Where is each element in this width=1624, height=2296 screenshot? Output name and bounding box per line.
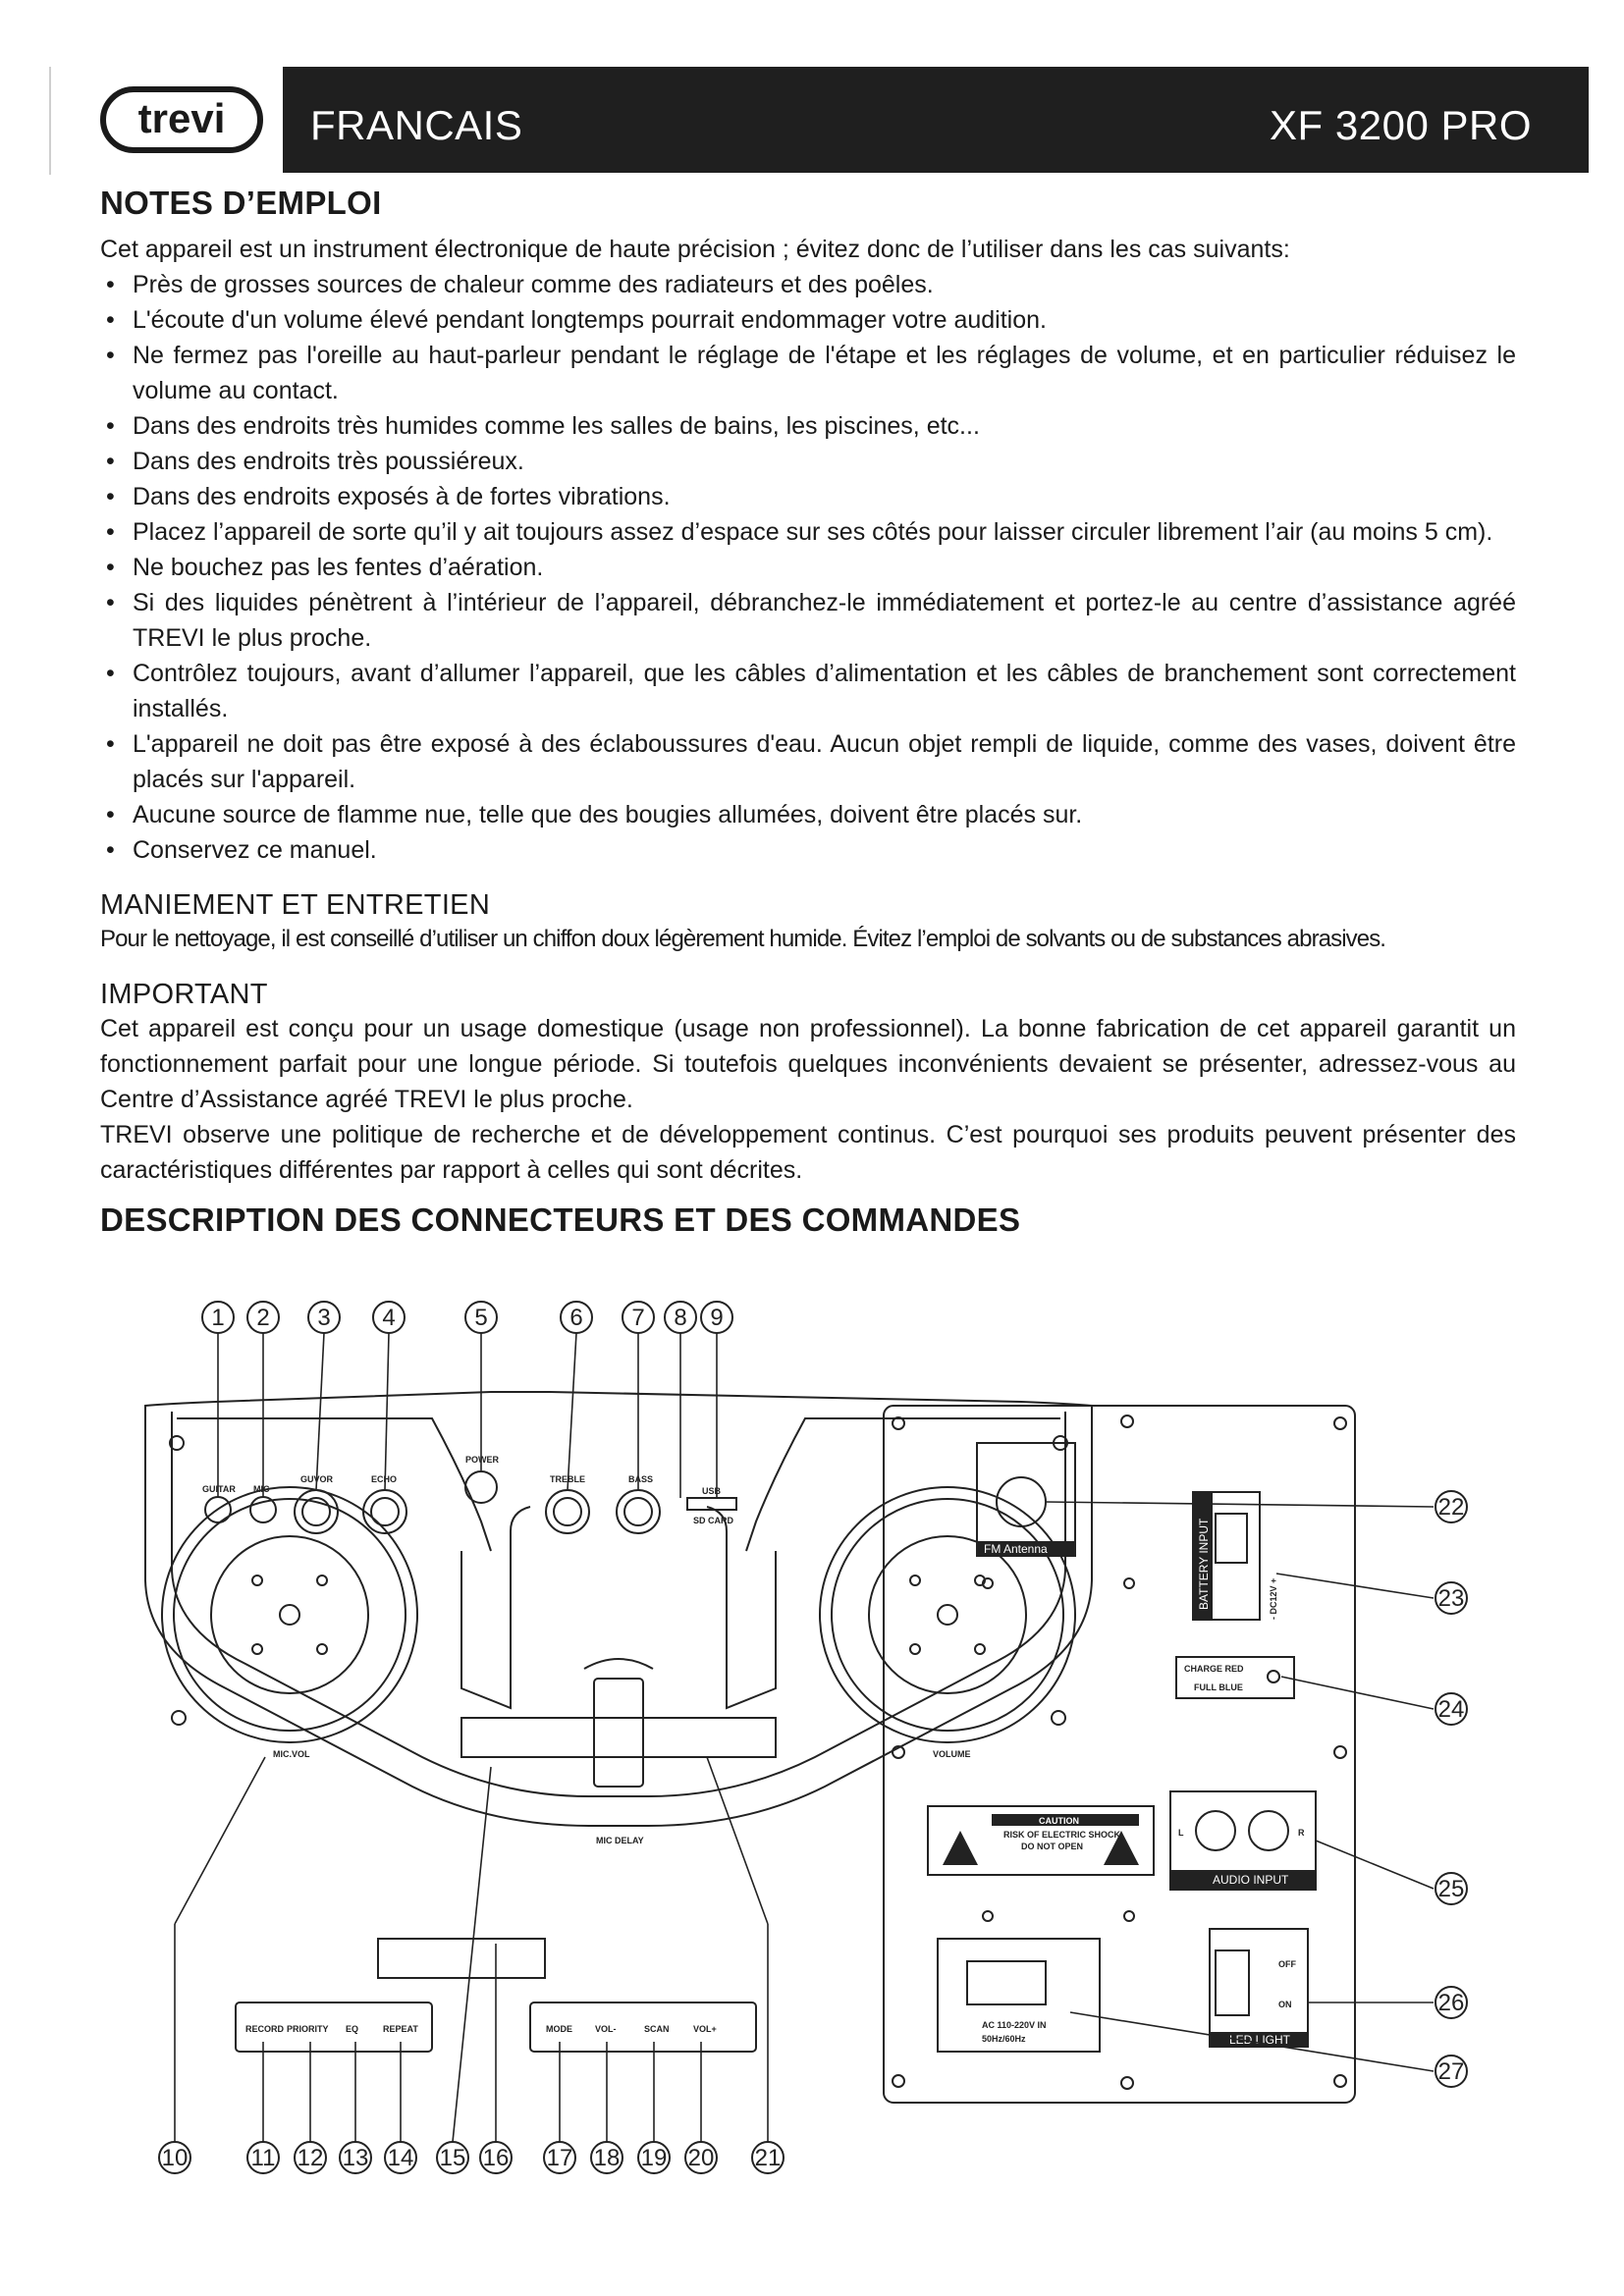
usb-label: USB xyxy=(702,1486,722,1496)
trevi-logo-icon xyxy=(100,86,263,153)
mic-vol-label: MIC.VOL xyxy=(273,1749,310,1759)
svg-text:4: 4 xyxy=(382,1305,396,1331)
power-switch xyxy=(1216,1950,1249,2015)
list-item: • Dans des endroits très humides comme les salles de bains, les piscines, etc... xyxy=(100,408,1516,444)
svg-text:11: 11 xyxy=(250,2145,276,2171)
left-channel-label: L xyxy=(1178,1828,1184,1838)
list-item: • Conservez ce manuel. xyxy=(100,832,1516,868)
led-light-label: LED LIGHT xyxy=(1229,2033,1291,2047)
list-item: • Placez l’appareil de sorte qu’il y ait toujours assez d’espace sur ses côtés pour laisser circuler librement l’air (au moins 5 cm). xyxy=(100,514,1516,550)
right-channel-label: R xyxy=(1298,1828,1305,1838)
on-label: ON xyxy=(1278,2000,1292,2009)
audio-input-left xyxy=(1196,1811,1235,1850)
svg-text:27: 27 xyxy=(1437,2058,1465,2085)
svg-text:25: 25 xyxy=(1437,1876,1465,1902)
play-label: SCAN xyxy=(644,2024,670,2034)
notes-intro: Cet appareil est un instrument électronique de haute précision ; évitez donc de l’utiliser dans les cas suivants: xyxy=(100,236,1290,263)
fm-antenna-connector xyxy=(997,1477,1046,1526)
svg-text:22: 22 xyxy=(1437,1494,1465,1521)
svg-text:trevi: trevi xyxy=(137,95,226,141)
list-item: • Dans des endroits exposés à de fortes vibrations. xyxy=(100,479,1516,514)
svg-text:19: 19 xyxy=(640,2145,668,2171)
list-item: • Contrôlez toujours, avant d’allumer l’appareil, que les câbles d’alimentation et les câbles de branchement sont correctement installés. xyxy=(100,656,1516,726)
svg-text:6: 6 xyxy=(569,1305,583,1331)
language-label: FRANCAIS xyxy=(310,102,523,148)
callout-2 xyxy=(247,1302,279,1333)
callout-26 xyxy=(1435,1987,1467,2018)
margin-rule xyxy=(49,67,51,175)
power-switch-plate xyxy=(1210,1929,1308,2047)
ac-input-line1: AC 110-220V IN xyxy=(982,2020,1047,2030)
notes-list xyxy=(100,267,1516,868)
callout-10 xyxy=(159,2142,190,2173)
svg-text:8: 8 xyxy=(674,1305,687,1331)
svg-text:14: 14 xyxy=(387,2145,414,2171)
callout-14 xyxy=(385,2142,416,2173)
svg-text:13: 13 xyxy=(342,2145,369,2171)
fm-antenna-plate xyxy=(977,1443,1075,1556)
power-button xyxy=(465,1471,497,1503)
svg-text:23: 23 xyxy=(1437,1585,1465,1612)
treble-knob xyxy=(546,1490,589,1533)
guitar-label: GUITAR xyxy=(202,1484,236,1494)
callout-13 xyxy=(340,2142,371,2173)
page-header xyxy=(94,67,1589,173)
guvor-label: GUVOR xyxy=(300,1474,334,1484)
svg-text:12: 12 xyxy=(297,2145,324,2171)
brand-logo xyxy=(94,67,283,173)
callout-6 xyxy=(561,1302,592,1333)
callout-9 xyxy=(701,1302,732,1333)
list-item: • Ne bouchez pas les fentes d’aération. xyxy=(100,550,1516,585)
guvor-knob xyxy=(295,1490,338,1533)
callout-21 xyxy=(752,2142,784,2173)
important-title: IMPORTANT xyxy=(100,979,268,1010)
list-item: • Dans des endroits très poussiéreux. xyxy=(100,444,1516,479)
main-content xyxy=(100,179,1516,1239)
mic-jack xyxy=(250,1497,276,1522)
callout-19 xyxy=(638,2142,670,2173)
right-speaker-outer xyxy=(820,1487,1075,1742)
eq-label: EQ xyxy=(346,2024,359,2034)
description-title: DESCRIPTION DES CONNECTEURS ET DES COMMANDES xyxy=(100,1201,1021,1238)
caution-label: CAUTION xyxy=(1039,1816,1079,1826)
header-bar xyxy=(283,67,1589,173)
svg-text:7: 7 xyxy=(631,1305,645,1331)
callout-3 xyxy=(308,1302,340,1333)
risk-label: RISK OF ELECTRIC SHOCK xyxy=(1003,1830,1121,1840)
front-panel-outline xyxy=(145,1392,1092,1826)
volume-label: VOLUME xyxy=(933,1749,971,1759)
list-item: • L'écoute d'un volume élevé pendant longtemps pourrait endommager votre audition. xyxy=(100,302,1516,338)
sd-card-label: SD CARD xyxy=(693,1516,734,1525)
svg-text:18: 18 xyxy=(593,2145,621,2171)
do-not-open-label: DO NOT OPEN xyxy=(1021,1842,1084,1851)
battery-input-label: BATTERY INPUT xyxy=(1197,1518,1211,1610)
svg-text:21: 21 xyxy=(754,2145,782,2171)
notes-title: NOTES D’EMPLOI xyxy=(100,185,382,221)
callout-7 xyxy=(623,1302,654,1333)
ac-input-line2: 50Hz/60Hz xyxy=(982,2034,1026,2044)
callout-27 xyxy=(1435,2056,1467,2087)
mic-delay-label: MIC DELAY xyxy=(596,1836,644,1845)
bass-label: BASS xyxy=(628,1474,654,1484)
audio-input-label: AUDIO INPUT xyxy=(1213,1873,1289,1887)
callout-25 xyxy=(1435,1873,1467,1904)
callout-22 xyxy=(1435,1491,1467,1522)
svg-text:9: 9 xyxy=(710,1305,724,1331)
important-paragraph-2: TREVI observe une politique de recherche et de développement continus. C’est pourquoi ses produits peuvent présenter des caractéristiques différentes par rapport à celles qui sont décrites. xyxy=(100,1121,1516,1184)
svg-text:15: 15 xyxy=(439,2145,466,2171)
list-item: • Ne fermez pas l'oreille au haut-parleur pendant le réglage de l'étape et les réglages de volume, et en particulier réduisez le volume au contact. xyxy=(100,338,1516,408)
svg-text:26: 26 xyxy=(1437,1990,1465,2016)
svg-text:10: 10 xyxy=(161,2145,189,2171)
record-label: RECORD xyxy=(245,2024,285,2034)
left-speaker-cone xyxy=(211,1536,368,1693)
list-item: • Aucune source de flamme nue, telle que des bougies allumées, doivent être placés sur. xyxy=(100,797,1516,832)
left-speaker-outer xyxy=(162,1487,417,1742)
svg-text:2: 2 xyxy=(256,1305,270,1331)
off-label: OFF xyxy=(1278,1959,1296,1969)
svg-text:16: 16 xyxy=(482,2145,510,2171)
repeat-label: REPEAT xyxy=(383,2024,418,2034)
callout-1 xyxy=(202,1302,234,1333)
callout-16 xyxy=(480,2142,512,2173)
right-speaker-cone xyxy=(869,1536,1026,1693)
model-label: XF 3200 PRO xyxy=(1270,102,1532,148)
echo-label: ECHO xyxy=(371,1474,398,1484)
callout-12 xyxy=(295,2142,326,2173)
svg-text:5: 5 xyxy=(474,1305,488,1331)
power-label: POWER xyxy=(465,1455,500,1465)
callout-5 xyxy=(465,1302,497,1333)
callout-17 xyxy=(544,2142,575,2173)
callout-4 xyxy=(373,1302,405,1333)
mic-delay-slider xyxy=(594,1679,643,1787)
priority-label: PRIORITY xyxy=(287,2024,329,2034)
callout-8 xyxy=(665,1302,696,1333)
callout-23 xyxy=(1435,1582,1467,1614)
svg-text:1: 1 xyxy=(211,1305,225,1331)
callout-11 xyxy=(247,2142,279,2173)
svg-text:24: 24 xyxy=(1437,1696,1465,1723)
svg-text:3: 3 xyxy=(317,1305,331,1331)
maintenance-title: MANIEMENT ET ENTRETIEN xyxy=(100,889,491,921)
callout-20 xyxy=(685,2142,717,2173)
audio-input-right xyxy=(1249,1811,1288,1850)
important-paragraph-1: Cet appareil est conçu pour un usage domestique (usage non professionnel). La bonne fabrication de cet appareil garantit un fonctionnement parfait pour une longue période. Si toutefois quelques inconvénients devaient se présenter, adressez-vous au Centre d’Assistance agréé TREVI le plus proche. xyxy=(100,1015,1516,1113)
list-item: • Si des liquides pénètrent à l’intérieur de l’appareil, débranchez-le immédiatement et portez-le au centre d’assistance agréé TREVI le plus proche. xyxy=(100,585,1516,656)
callout-18 xyxy=(591,2142,623,2173)
front-panel-inner xyxy=(172,1412,1065,1796)
svg-text:20: 20 xyxy=(687,2145,715,2171)
list-item: • L'appareil ne doit pas être exposé à des éclaboussures d'eau. Aucun objet rempli de liquide, comme des vases, doivent être placés sur l'appareil. xyxy=(100,726,1516,797)
bass-knob xyxy=(617,1490,660,1533)
connectors-diagram xyxy=(0,1296,1624,2199)
fm-antenna-label: FM Antenna xyxy=(984,1542,1048,1556)
dc12v-label: - DC12V + xyxy=(1269,1577,1278,1620)
mode-label: MODE xyxy=(546,2024,572,2034)
list-item: • Près de grosses sources de chaleur comme des radiateurs et des poêles. xyxy=(100,267,1516,302)
full-blue-label: FULL BLUE xyxy=(1194,1682,1243,1692)
callout-24 xyxy=(1435,1693,1467,1725)
charge-red-label: CHARGE RED xyxy=(1184,1664,1244,1674)
callout-15 xyxy=(437,2142,468,2173)
maintenance-text: Pour le nettoyage, il est conseillé d’utiliser un chiffon doux légèrement humide. Évitez l’emploi de solvants ou de substances abrasives. xyxy=(100,926,1386,952)
prev-label: VOL- xyxy=(595,2024,617,2034)
next-label: VOL+ xyxy=(693,2024,717,2034)
echo-knob xyxy=(363,1490,406,1533)
treble-label: TREBLE xyxy=(550,1474,585,1484)
svg-text:17: 17 xyxy=(546,2145,573,2171)
mic-label: MIC xyxy=(253,1484,270,1494)
